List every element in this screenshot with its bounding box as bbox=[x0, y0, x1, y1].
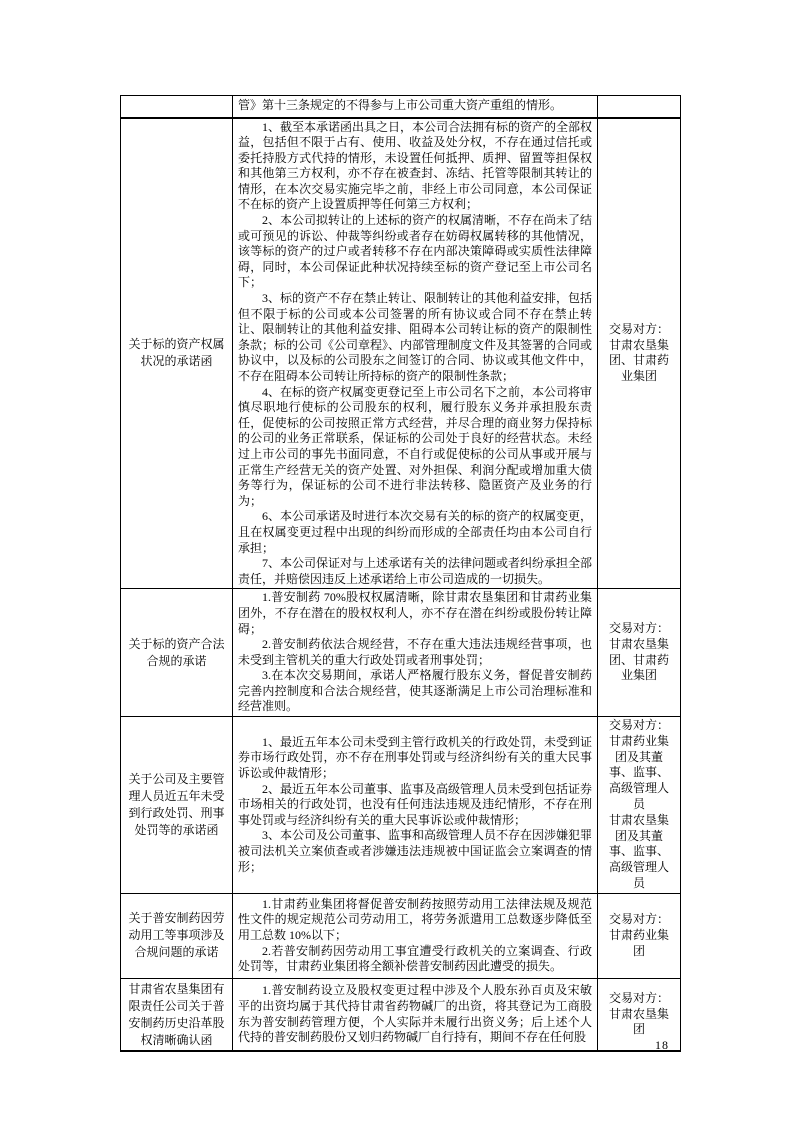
counterparty-text: 交易对方：甘肃农垦集团、甘肃药业集团 bbox=[608, 621, 669, 683]
commitment-text: 2、本公司拟转让的上述标的资产的权属清晰，不存在尚未了结或可预见的诉讼、仲裁等纠纷或者存在妨碍权属转移的其他情况，该等标的资产的过户或者转移不存在内部决策障碍或实质性法律障碍，同时，本公司保证此种状况持续至标的资产登记至上市公司名下； bbox=[238, 213, 593, 290]
commitment-content-cell bbox=[233, 589, 598, 717]
commitment-text: 3.在本次交易期间，承诺人严格履行股东义务，督促普安制药完善内控制度和合法合规经营，使其逐渐满足上市公司治理标准和经营准则。 bbox=[238, 668, 592, 714]
commitment-text: 3、本公司及公司董事、监事和高级管理人员不存在因涉嫌犯罪被司法机关立案侦查或者涉嫌违法违规被中国证监会立案调查的情形； bbox=[238, 828, 593, 874]
commitment-text: 6、本公司承诺及时进行本次交易有关的标的资产的权属变更，且在权属变更过程中出现的纠纷而形成的全部责任均由本公司自行承担； bbox=[238, 509, 593, 555]
commitment-text: 4、在标的资产权属变更登记至上市公司名下之前，本公司将审慎尽职地行使标的公司股东的权利，履行股东义务并承担股东责任，促使标的公司按照正常方式经营，并尽合理的商业努力保持标的公司的业务正常联系，保证标的公司处于良好的经营状态。未经过上市公司的事先书面同意，不自行或促使标的公司从事或开展与正常生产经营无关的资产处置、对外担保、利润分配或增加重大债务等行为，保证标的公司不进行非法转移、隐匿资产及业务的行为； bbox=[238, 384, 593, 508]
commitment-content-cell bbox=[233, 978, 598, 1051]
commitment-content-cell bbox=[233, 96, 598, 118]
counterparty-cell bbox=[598, 96, 681, 118]
commitment-text: 2.普安制药依法合规经营，不存在重大违法违规经营事项，也未受到主管机关的重大行政处罚或者刑事处罚； bbox=[238, 637, 592, 667]
counterparty-text: 交易对方：甘肃农垦集团、甘肃药业集团 bbox=[608, 321, 669, 384]
counterparty-cell bbox=[598, 893, 681, 978]
table-row-asset-compliance bbox=[121, 589, 681, 717]
commitment-text: 1、最近五年本公司未受到主管行政机关的行政处罚，未受到证券市场行政处罚，亦不存在刑事处罚或与经济纠纷有关的重大民事诉讼或仲裁情形； bbox=[238, 734, 593, 780]
commitment-content-cell bbox=[233, 893, 598, 978]
counterparty-text: 甘肃农垦集团及其董事、监事、高级管理人员 bbox=[608, 812, 669, 891]
commitment-text: 2.若普安制药因劳动用工事宜遭受行政机关的立案调查、行政处罚等，甘肃药业集团将全额补偿普安制药因此遭受的损失。 bbox=[238, 943, 592, 974]
commitment-content-cell bbox=[233, 717, 598, 894]
commitment-text: 管》第十三条规定的不得参与上市公司重大资产重组的情形。 bbox=[238, 98, 563, 113]
commitment-text: 1、截至本承诺函出具之日，本公司合法拥有标的资产的全部权益，包括但不限于占有、使用、收益及处分权，不存在通过信托或委托持股方式代持的情形，未设置任何抵押、质押、留置等担保权和其他第三方权利，亦不存在被查封、冻结、托管等限制其转让的情形，在本次交易实施完毕之前，非经上市公司同意，本公司保证不在标的资产上设置质押等任何第三方权利； bbox=[238, 119, 593, 212]
table-row-continuation bbox=[121, 96, 681, 118]
table-row-asset-ownership bbox=[121, 118, 681, 589]
counterparty-cell bbox=[598, 717, 681, 894]
commitment-table bbox=[120, 95, 681, 1052]
commitment-name-cell: 甘肃省农垦集团有限责任公司关于普安制药历史沿革股权清晰确认函 bbox=[121, 978, 233, 1051]
commitment-text: 3、标的资产不存在禁止转让、限制转让的其他利益安排，包括但不限于标的公司或本公司签署的所有协议或合同不存在禁止转让、限制转让的其他利益安排、阻碍本公司转让标的资产的限制性条款；标的公司《公司章程》、内部管理制度文件及其签署的合同或协议中，以及标的公司股东之间签订的合同、协议或其他文件中，不存在阻碍本公司转让所持标的资产的限制性条款； bbox=[238, 291, 593, 383]
commitment-text: 1.普安制药设立及股权变更过程中涉及个人股东孙百贞及宋敏平的出资均属于其代持甘肃省药物碱厂的出资，将其登记为工商股东为普安制药管理方便，个人实际并未履行出资义务；后上述个人代持的普安制药股份又划归药物碱厂自行持有，期间不存在任何股 bbox=[238, 983, 592, 1045]
commitment-text: 2、最近五年本公司董事、监事及高级管理人员未受到包括证券市场相关的行政处罚，也没有任何违法违规及违纪情形，不存在刑事处罚或与经济纠纷有关的重大民事诉讼或仲裁情形； bbox=[238, 781, 593, 827]
table-row-history-equity-confirmation bbox=[121, 978, 681, 1051]
commitment-name-cell: 关于标的资产合法合规的承诺 bbox=[121, 589, 233, 717]
commitment-name-cell: 关于标的资产权属状况的承诺函 bbox=[121, 118, 233, 589]
commitment-name-cell: 关于公司及主要管理人员近五年未受到行政处罚、刑事处罚等的承诺函 bbox=[121, 717, 233, 894]
page-number: 18 bbox=[655, 1038, 669, 1052]
commitment-text: 1.甘肃药业集团将督促普安制药按照劳动用工法律法规及规范性文件的规定规范公司劳动用工，将劳务派遣用工总数逐步降低至用工总数 10%以下； bbox=[238, 896, 592, 943]
commitment-content-cell bbox=[233, 118, 598, 589]
commitment-text: 7、本公司保证对与上述承诺有关的法律问题或者纠纷承担全部责任，并赔偿因违反上述承诺给上市公司造成的一切损失。 bbox=[238, 556, 593, 586]
counterparty-cell bbox=[598, 118, 681, 589]
commitment-name-cell bbox=[121, 96, 233, 118]
counterparty-text: 交易对方：甘肃农垦集团 bbox=[608, 990, 669, 1037]
counterparty-cell bbox=[598, 589, 681, 717]
table-row-no-penalty bbox=[121, 717, 681, 894]
commitment-text: 1.普安制药 70%股权权属清晰，除甘肃农垦集团和甘肃药业集团外，不存在潜在的股权权利人，亦不存在潜在纠纷或股份转让障碍； bbox=[238, 590, 592, 636]
table-row-labor-compliance bbox=[121, 893, 681, 978]
counterparty-text: 交易对方：甘肃药业集团 bbox=[608, 912, 669, 958]
commitment-name-cell: 关于普安制药因劳动用工等事项涉及合规问题的承诺 bbox=[121, 893, 233, 978]
counterparty-text: 交易对方：甘肃药业集团及其董事、监事、高级管理人员 bbox=[608, 718, 669, 812]
